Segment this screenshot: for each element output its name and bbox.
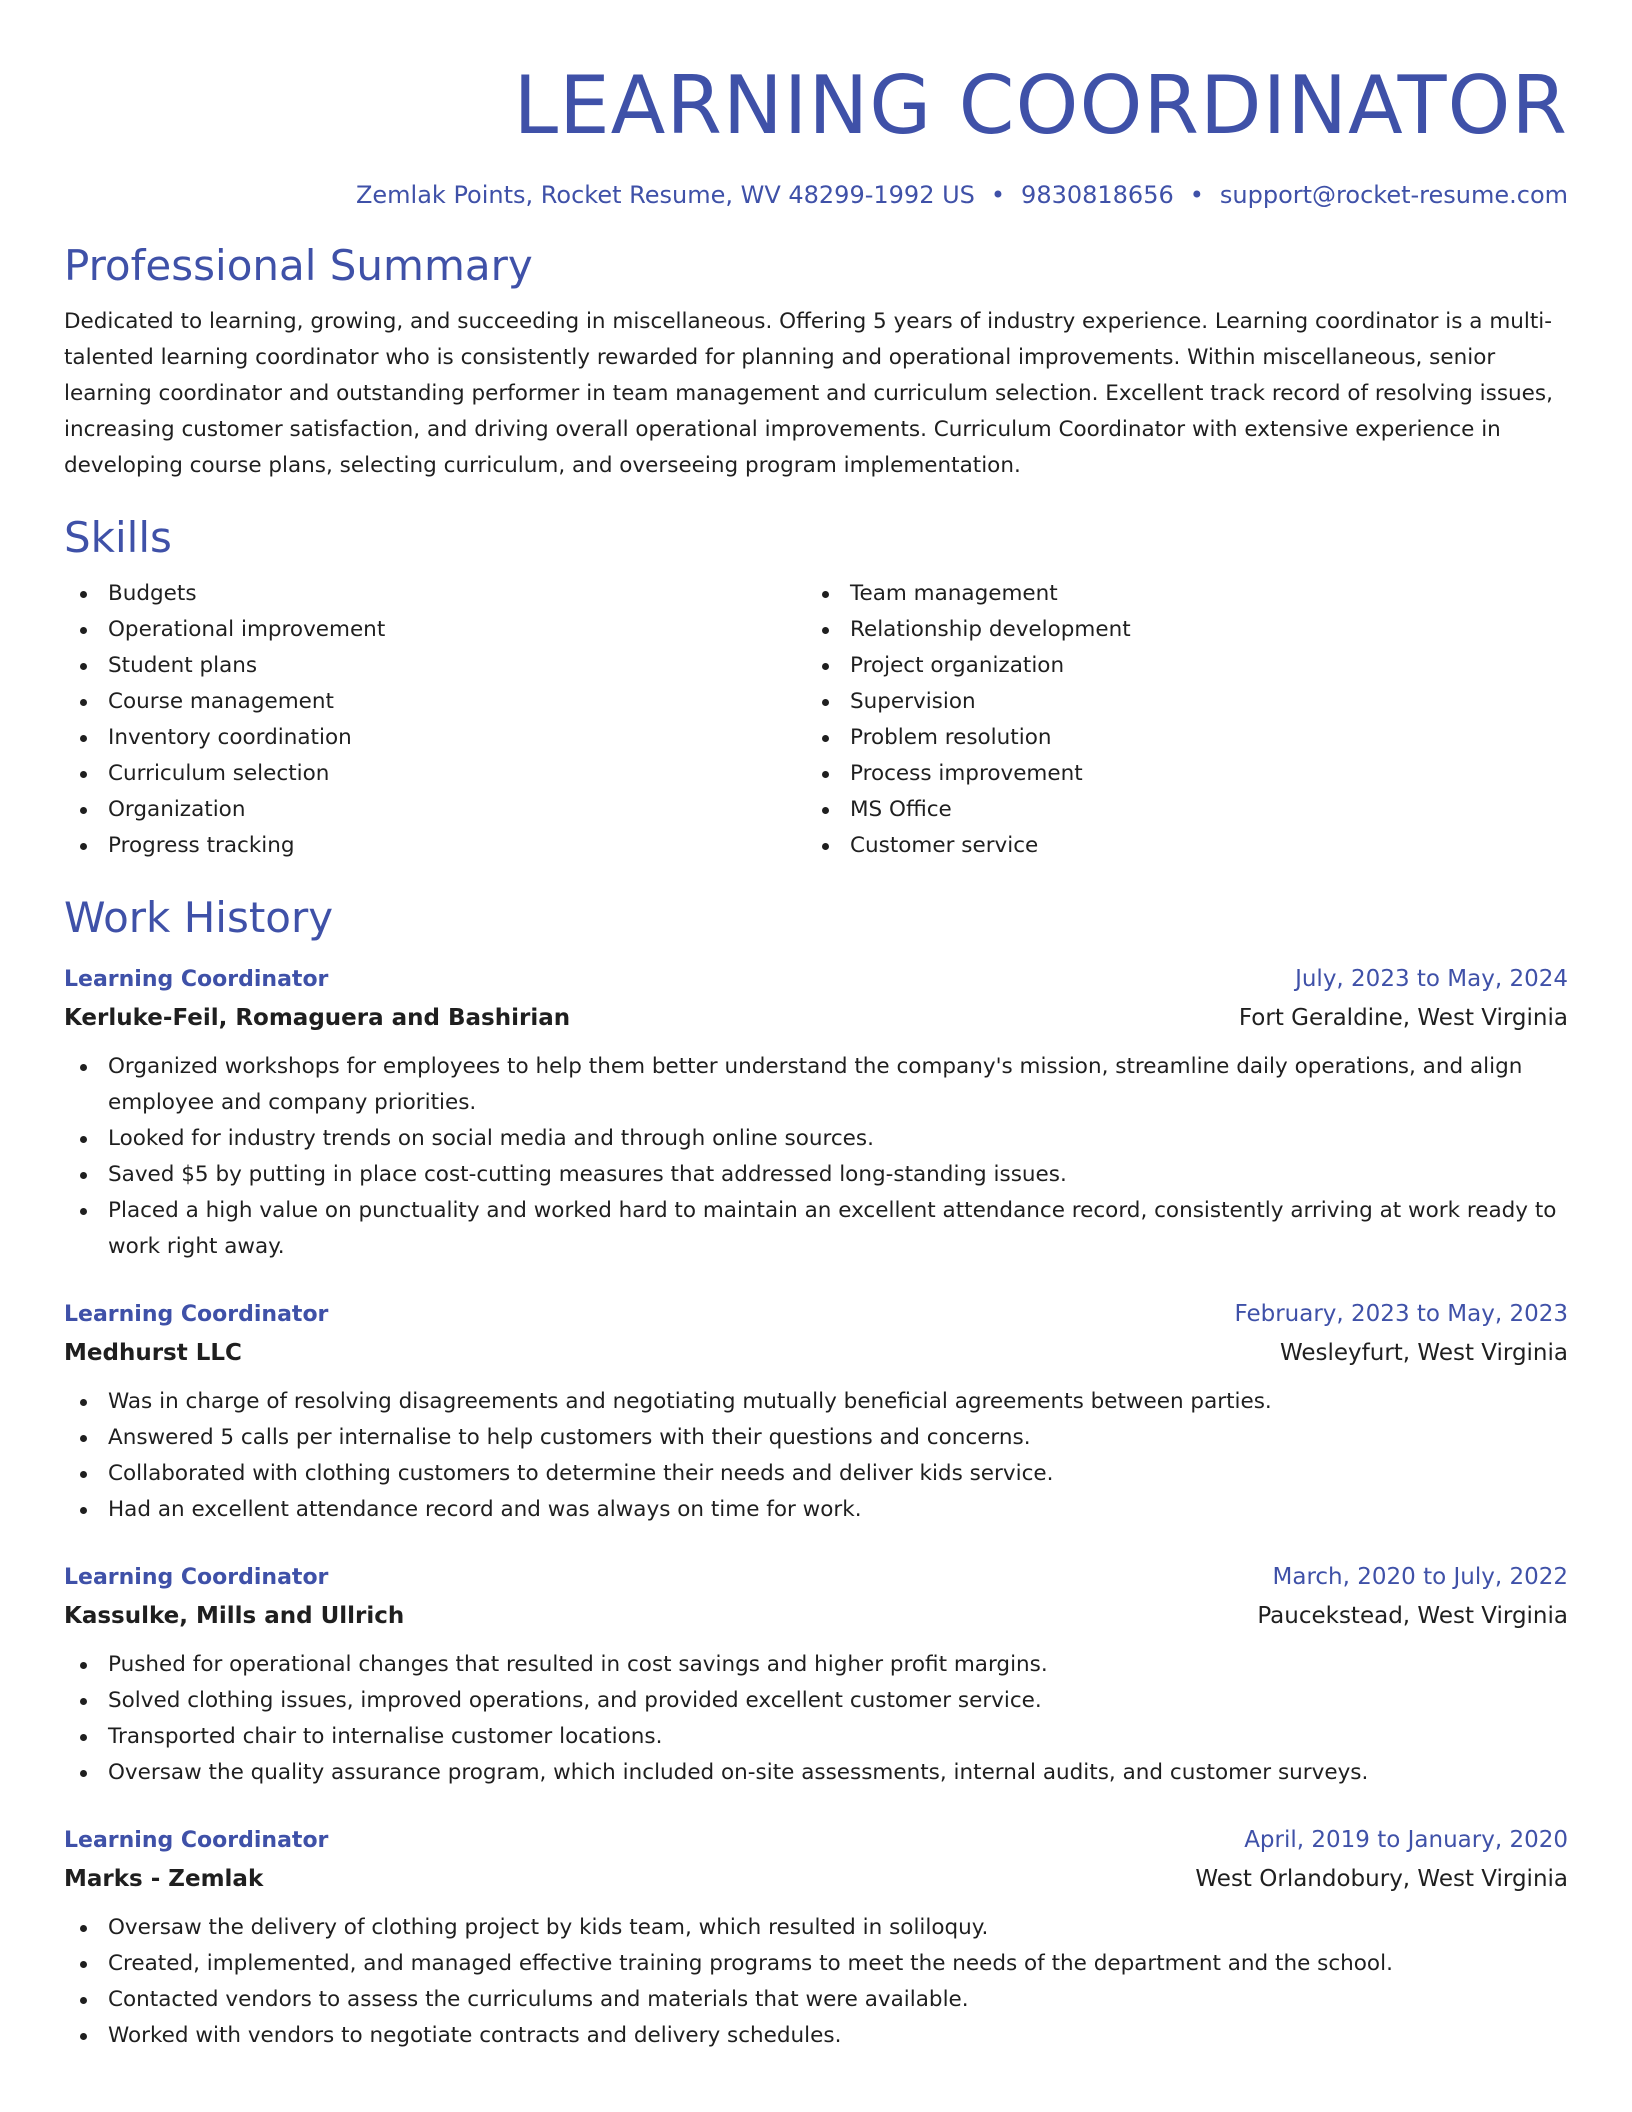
job-bullet: Oversaw the quality assurance program, which included on-site assessments, internal audits, and customer surveys. xyxy=(64,1755,1568,1791)
job-bullets xyxy=(64,1647,1568,1791)
job-company: Marks - Zemlak xyxy=(64,1866,264,1892)
job-dates: April, 2019 to January, 2020 xyxy=(1244,1827,1568,1853)
job-bullet: Worked with vendors to negotiate contracts and delivery schedules. xyxy=(64,2018,1568,2054)
job-bullets xyxy=(64,1910,1568,2054)
contact-phone: 9830818656 xyxy=(1021,181,1174,209)
contact-line xyxy=(64,180,1568,210)
contact-email[interactable]: support@rocket-resume.com xyxy=(1219,181,1568,209)
job-company-row xyxy=(64,1860,1568,1898)
skills-column-right xyxy=(806,576,1548,864)
job-bullet: Looked for industry trends on social media and through online sources. xyxy=(64,1121,1568,1157)
summary-text: Dedicated to learning, growing, and succeeding in miscellaneous. Offering 5 years of industry experience. Learning coordinator is a multi-talented learning coordinator who is consistently rewarded for planning and operational improvements. Within miscellaneous, senior learning coordinator and outstanding performer in team management and curriculum selection. Excellent track record of resolving issues, increasing customer satisfaction, and driving overall operational improvements. Curriculum Coordinator with extensive experience in developing course plans, selecting curriculum, and overseeing program implementation. xyxy=(64,309,1553,478)
skills-heading: Skills xyxy=(64,513,172,562)
job-bullet: Pushed for operational changes that resulted in cost savings and higher profit margins. xyxy=(64,1647,1568,1683)
job-bullet: Transported chair to internalise customer locations. xyxy=(64,1719,1568,1755)
skill-item: Student plans xyxy=(64,648,806,684)
job-company-row xyxy=(64,1597,1568,1635)
job-entry xyxy=(64,1821,1568,2054)
skill-item: Team management xyxy=(806,576,1548,612)
job-company-row xyxy=(64,1334,1568,1372)
skill-item: Project organization xyxy=(806,648,1548,684)
job-entry xyxy=(64,960,1568,1265)
job-bullet: Contacted vendors to assess the curriculums and materials that were available. xyxy=(64,1982,1568,2018)
job-bullet: Had an excellent attendance record and was always on time for work. xyxy=(64,1492,1568,1528)
job-entry xyxy=(64,1295,1568,1528)
job-company: Kassulke, Mills and Ullrich xyxy=(64,1603,405,1629)
job-title: Learning Coordinator xyxy=(64,1828,329,1853)
job-company-row xyxy=(64,999,1568,1037)
job-dates: February, 2023 to May, 2023 xyxy=(1234,1301,1568,1327)
skill-item: Course management xyxy=(64,684,806,720)
job-bullet: Was in charge of resolving disagreements and negotiating mutually beneficial agreements between parties. xyxy=(64,1384,1568,1420)
contact-separator: • xyxy=(1189,181,1204,209)
job-location: Paucekstead, West Virginia xyxy=(1257,1603,1568,1629)
skill-item: Inventory coordination xyxy=(64,720,806,756)
summary-heading: Professional Summary xyxy=(64,241,533,290)
skill-item: Problem resolution xyxy=(806,720,1548,756)
job-entry xyxy=(64,1558,1568,1791)
skill-item: Organization xyxy=(64,792,806,828)
skills-list xyxy=(64,576,1568,864)
skill-item: Budgets xyxy=(64,576,806,612)
work-history-heading: Work History xyxy=(64,893,334,942)
job-title: Learning Coordinator xyxy=(64,967,329,992)
job-company: Medhurst LLC xyxy=(64,1340,242,1366)
contact-address: Zemlak Points, Rocket Resume, WV 48299-1992 US xyxy=(355,181,975,209)
job-bullet: Organized workshops for employees to help them better understand the company's mission, streamline daily operations, and align employee and company priorities. xyxy=(64,1049,1568,1121)
skill-item: Curriculum selection xyxy=(64,756,806,792)
skill-item: Supervision xyxy=(806,684,1548,720)
job-header-row xyxy=(64,1821,1568,1860)
skill-item: Relationship development xyxy=(806,612,1548,648)
skill-item: Customer service xyxy=(806,828,1548,864)
skill-item: Operational improvement xyxy=(64,612,806,648)
job-bullet: Saved $5 by putting in place cost-cutting measures that addressed long-standing issues. xyxy=(64,1157,1568,1193)
job-header-row xyxy=(64,1558,1568,1597)
job-title: Learning Coordinator xyxy=(64,1302,329,1327)
job-dates: July, 2023 to May, 2024 xyxy=(1295,966,1568,992)
job-bullets xyxy=(64,1049,1568,1265)
job-location: Wesleyfurt, West Virginia xyxy=(1279,1340,1568,1366)
job-bullet: Collaborated with clothing customers to determine their needs and deliver kids service. xyxy=(64,1456,1568,1492)
job-bullets xyxy=(64,1384,1568,1528)
job-bullet: Placed a high value on punctuality and worked hard to maintain an excellent attendance record, consistently arriving at work ready to work right away. xyxy=(64,1193,1568,1265)
skills-column-left xyxy=(64,576,806,864)
job-bullet: Answered 5 calls per internalise to help customers with their questions and concerns. xyxy=(64,1420,1568,1456)
skill-item: Process improvement xyxy=(806,756,1548,792)
job-location: West Orlandobury, West Virginia xyxy=(1195,1866,1568,1892)
job-header-row xyxy=(64,1295,1568,1334)
job-location: Fort Geraldine, West Virginia xyxy=(1238,1005,1568,1031)
job-bullet: Created, implemented, and managed effective training programs to meet the needs of the department and the school. xyxy=(64,1946,1568,1982)
page-title: LEARNING COORDINATOR xyxy=(513,59,1568,152)
contact-separator: • xyxy=(990,181,1006,209)
job-bullet: Solved clothing issues, improved operations, and provided excellent customer service. xyxy=(64,1683,1568,1719)
job-title: Learning Coordinator xyxy=(64,1565,329,1590)
skill-item: MS Office xyxy=(806,792,1548,828)
job-header-row xyxy=(64,960,1568,999)
skill-item: Progress tracking xyxy=(64,828,806,864)
job-dates: March, 2020 to July, 2022 xyxy=(1272,1564,1568,1590)
job-company: Kerluke-Feil, Romaguera and Bashirian xyxy=(64,1005,571,1031)
job-bullet: Oversaw the delivery of clothing project by kids team, which resulted in soliloquy. xyxy=(64,1910,1568,1946)
